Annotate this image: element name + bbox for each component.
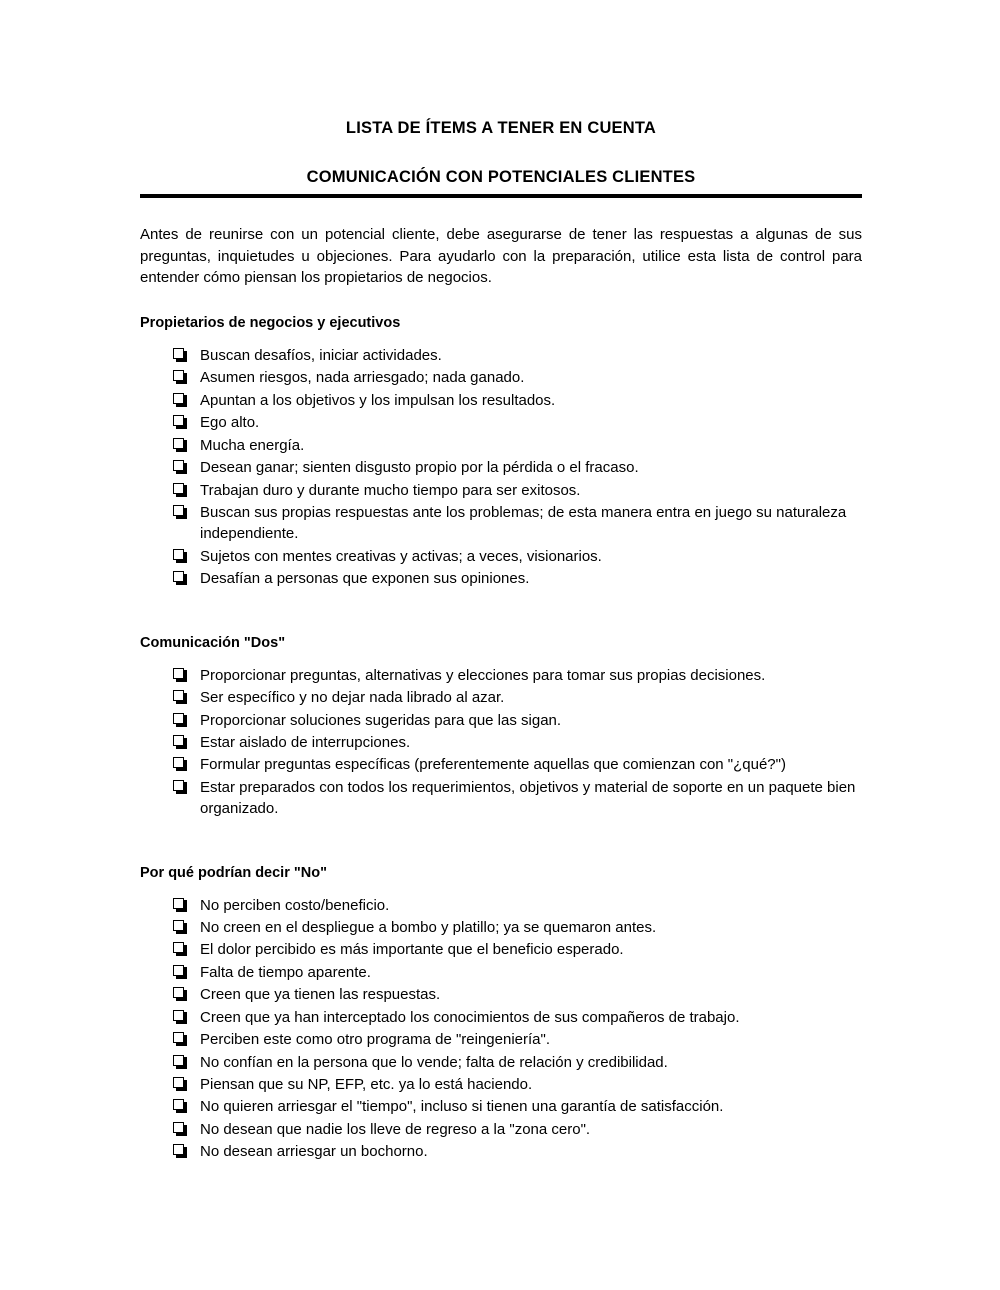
section-heading: Propietarios de negocios y ejecutivos bbox=[140, 315, 401, 332]
checkbox-empty-icon[interactable] bbox=[173, 393, 186, 406]
checkbox-box bbox=[173, 690, 184, 701]
checkbox-box bbox=[173, 549, 184, 560]
checklist-item-label: Piensan que su NP, EFP, etc. ya lo está haciendo. bbox=[200, 1076, 533, 1094]
checkbox-empty-icon[interactable] bbox=[173, 1099, 186, 1112]
checklist-item-label: Trabajan duro y durante mucho tiempo para ser exitosos. bbox=[200, 481, 581, 499]
checkbox-empty-icon[interactable] bbox=[173, 987, 186, 1000]
checklist-item-label: Estar aislado de interrupciones. bbox=[200, 733, 411, 751]
checkbox-box bbox=[173, 1055, 184, 1066]
checkbox-empty-icon[interactable] bbox=[173, 1010, 186, 1023]
checklist-item[interactable] bbox=[173, 962, 862, 983]
title-divider bbox=[140, 194, 862, 198]
checkbox-empty-icon[interactable] bbox=[173, 668, 186, 681]
checklist-item-label: Mucha energía. bbox=[200, 436, 305, 454]
checklist-item-label: Buscan desafíos, iniciar actividades. bbox=[200, 346, 442, 364]
checkbox-empty-icon[interactable] bbox=[173, 460, 186, 473]
checklist-item[interactable] bbox=[173, 665, 862, 686]
checklist-item-label: Ego alto. bbox=[200, 414, 260, 432]
checkbox-empty-icon[interactable] bbox=[173, 483, 186, 496]
checkbox-empty-icon[interactable] bbox=[173, 1032, 186, 1045]
checklist-item[interactable] bbox=[173, 1007, 862, 1028]
checklist-item-label: Perciben este como otro programa de "reingeniería". bbox=[200, 1031, 551, 1049]
checklist-item-label: Apuntan a los objetivos y los impulsan los resultados. bbox=[200, 391, 556, 409]
checkbox-empty-icon[interactable] bbox=[173, 1144, 186, 1157]
checklist-item-label: Estar preparados con todos los requerimientos, objetivos y material de soporte en un paquete bien organizado. bbox=[200, 778, 856, 818]
checklist-item[interactable] bbox=[173, 895, 862, 916]
checkbox-empty-icon[interactable] bbox=[173, 415, 186, 428]
checkbox-empty-icon[interactable] bbox=[173, 1055, 186, 1068]
checklist-item[interactable] bbox=[173, 568, 862, 589]
checklist-item[interactable] bbox=[173, 502, 862, 545]
checkbox-box bbox=[173, 438, 184, 449]
checklist-item-label: No perciben costo/beneficio. bbox=[200, 896, 390, 914]
checkbox-box bbox=[173, 668, 184, 679]
checkbox-box bbox=[173, 713, 184, 724]
checklist-item[interactable] bbox=[173, 710, 862, 731]
checkbox-box bbox=[173, 1032, 184, 1043]
checklist-item[interactable] bbox=[173, 546, 862, 567]
checklist-item[interactable] bbox=[173, 687, 862, 708]
checkbox-box bbox=[173, 370, 184, 381]
checkbox-box bbox=[173, 505, 184, 516]
checkbox-box bbox=[173, 965, 184, 976]
checklist-item-label: Sujetos con mentes creativas y activas; a veces, visionarios. bbox=[200, 547, 602, 565]
checklist-item-label: No confían en la persona que lo vende; falta de relación y credibilidad. bbox=[200, 1053, 668, 1071]
checkbox-empty-icon[interactable] bbox=[173, 438, 186, 451]
checkbox-empty-icon[interactable] bbox=[173, 571, 186, 584]
checklist-item[interactable] bbox=[173, 984, 862, 1005]
checkbox-box bbox=[173, 1077, 184, 1088]
checklist bbox=[140, 345, 862, 590]
checklist-item-label: Ser específico y no dejar nada librado al azar. bbox=[200, 689, 505, 707]
checkbox-empty-icon[interactable] bbox=[173, 1122, 186, 1135]
checkbox-empty-icon[interactable] bbox=[173, 370, 186, 383]
section-heading: Por qué podrían decir "No" bbox=[140, 864, 327, 881]
checklist-item[interactable] bbox=[173, 480, 862, 501]
section-heading: Comunicación "Dos" bbox=[140, 634, 286, 651]
checkbox-box bbox=[173, 942, 184, 953]
checkbox-box bbox=[173, 1122, 184, 1133]
checklist-item[interactable] bbox=[173, 939, 862, 960]
checklist-item[interactable] bbox=[173, 1074, 862, 1095]
checkbox-box bbox=[173, 348, 184, 359]
checkbox-box bbox=[173, 735, 184, 746]
checkbox-empty-icon[interactable] bbox=[173, 965, 186, 978]
sections-container bbox=[140, 314, 862, 1163]
checkbox-box bbox=[173, 393, 184, 404]
checkbox-box bbox=[173, 415, 184, 426]
checkbox-empty-icon[interactable] bbox=[173, 549, 186, 562]
checklist-item-label: Buscan sus propias respuestas ante los problemas; de esta manera entra en juego su naturaleza independiente. bbox=[200, 504, 847, 543]
checklist-item-label: No quieren arriesgar el "tiempo", incluso si tienen una garantía de satisfacción. bbox=[200, 1098, 724, 1116]
checklist-item[interactable] bbox=[173, 345, 862, 366]
checklist-item[interactable] bbox=[173, 777, 862, 820]
checklist-item[interactable] bbox=[173, 917, 862, 938]
checkbox-box bbox=[173, 1010, 184, 1021]
checkbox-empty-icon[interactable] bbox=[173, 920, 186, 933]
checklist-item-label: Creen que ya tienen las respuestas. bbox=[200, 986, 441, 1004]
page-title: LISTA DE ÍTEMS A TENER EN CUENTA bbox=[345, 119, 657, 137]
checkbox-box bbox=[173, 1099, 184, 1110]
checklist-item-label: Falta de tiempo aparente. bbox=[200, 963, 371, 981]
checkbox-box bbox=[173, 920, 184, 931]
checklist-item[interactable] bbox=[173, 1141, 862, 1162]
checklist-item-label: No creen en el despliegue a bombo y platillo; ya se quemaron antes. bbox=[200, 918, 657, 936]
checklist-item[interactable] bbox=[173, 754, 862, 775]
checkbox-box bbox=[173, 483, 184, 494]
checklist-item[interactable] bbox=[173, 1119, 862, 1140]
checkbox-box bbox=[173, 898, 184, 909]
checklist-item-label: Asumen riesgos, nada arriesgado; nada ganado. bbox=[200, 369, 525, 387]
checklist-item[interactable] bbox=[173, 1029, 862, 1050]
checklist-item[interactable] bbox=[173, 390, 862, 411]
checklist-item[interactable] bbox=[173, 367, 862, 388]
checklist-item-label: Formular preguntas específicas (preferentemente aquellas que comienzan con "¿qué?") bbox=[200, 756, 786, 774]
checklist-item-label: El dolor percibido es más importante que el beneficio esperado. bbox=[200, 941, 624, 959]
checklist-item[interactable] bbox=[173, 1096, 862, 1117]
checkbox-empty-icon[interactable] bbox=[173, 348, 186, 361]
intro-paragraph: Antes de reunirse con un potencial cliente, debe asegurarse de tener las respuestas a algunas de sus preguntas, inquietudes u objeciones. Para ayudarlo con la preparación, utilice esta lista de control para entender cómo piensan los propietarios de negocios. bbox=[140, 226, 862, 286]
checklist-item-label: Proporcionar soluciones sugeridas para que las sigan. bbox=[200, 711, 562, 729]
checkbox-empty-icon[interactable] bbox=[173, 942, 186, 955]
checklist bbox=[140, 665, 862, 820]
checkbox-empty-icon[interactable] bbox=[173, 780, 186, 793]
checkbox-box bbox=[173, 460, 184, 471]
checkbox-empty-icon[interactable] bbox=[173, 505, 186, 518]
page-subtitle: COMUNICACIÓN CON POTENCIALES CLIENTES bbox=[306, 167, 696, 186]
checklist-item-label: No desean arriesgar un bochorno. bbox=[200, 1143, 428, 1161]
checklist-item[interactable] bbox=[173, 457, 862, 478]
checkbox-empty-icon[interactable] bbox=[173, 735, 186, 748]
checkbox-empty-icon[interactable] bbox=[173, 1077, 186, 1090]
checklist-item[interactable] bbox=[173, 412, 862, 433]
checkbox-empty-icon[interactable] bbox=[173, 757, 186, 770]
checkbox-box bbox=[173, 757, 184, 768]
checklist-item[interactable] bbox=[173, 1052, 862, 1073]
checkbox-box bbox=[173, 1144, 184, 1155]
checkbox-box bbox=[173, 780, 184, 791]
checklist-item[interactable] bbox=[173, 732, 862, 753]
checkbox-box bbox=[173, 987, 184, 998]
checklist-item-label: Proporcionar preguntas, alternativas y elecciones para tomar sus propias decisiones. bbox=[200, 666, 766, 684]
checklist-item-label: Creen que ya han interceptado los conocimientos de sus compañeros de trabajo. bbox=[200, 1008, 740, 1026]
checkbox-empty-icon[interactable] bbox=[173, 713, 186, 726]
checklist-item-label: Desafían a personas que exponen sus opiniones. bbox=[200, 570, 530, 588]
checklist-item[interactable] bbox=[173, 435, 862, 456]
checklist-item-label: No desean que nadie los lleve de regreso a la "zona cero". bbox=[200, 1120, 591, 1138]
checkbox-empty-icon[interactable] bbox=[173, 898, 186, 911]
checklist bbox=[140, 895, 862, 1163]
checklist-item-label: Desean ganar; sienten disgusto propio por la pérdida o el fracaso. bbox=[200, 459, 639, 477]
checkbox-box bbox=[173, 571, 184, 582]
document-body bbox=[140, 0, 862, 1164]
checkbox-empty-icon[interactable] bbox=[173, 690, 186, 703]
